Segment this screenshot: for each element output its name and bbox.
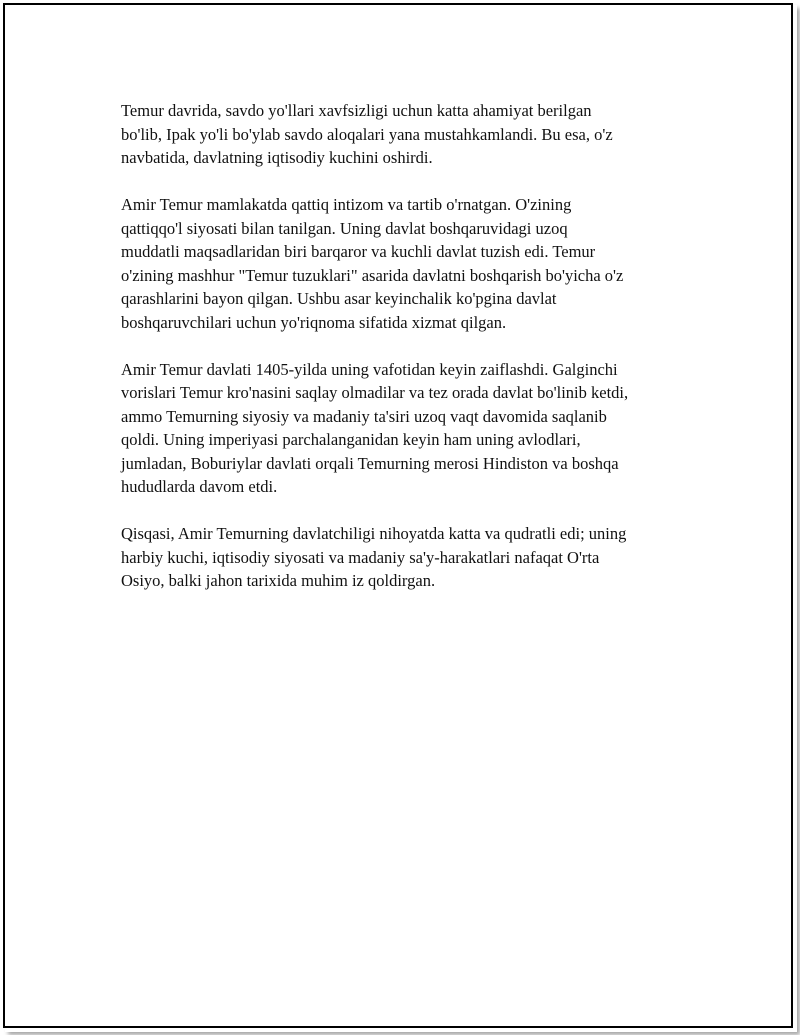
paragraph-discipline: Amir Temur mamlakatda qattiq intizom va tartib o'rnatgan. O'zining qattiqqo'l siyosati bilan tanilgan. Uning davlat boshqaruvidagi uzoq muddatli maqsadlaridan biri barqaror va kuchli davlat tuzish edi. Temur o'zining mashhur "Temur tuzuklari" asarida davlatni boshqarish bo'yicha o'z qarashlarini bayon qilgan. Ushbu asar keyinchalik ko'pgina davlat boshqaruvchilari uchun yo'riqnoma sifatida xizmat qilgan. <box>121 195 624 332</box>
paragraph-trade-routes: Temur davrida, savdo yo'llari xavfsizligi uchun katta ahamiyat berilgan bo'lib, Ipak yo'li bo'ylab savdo aloqalari yana mustahkamlandi. Bu esa, o'z navbatida, davlatning iqtisodiy kuchini oshirdi. <box>121 101 613 167</box>
document-page <box>3 3 793 1028</box>
paragraph-conclusion: Qisqasi, Amir Temurning davlatchiligi nihoyatda katta va qudratli edi; uning harbiy kuchi, iqtisodiy siyosati va madaniy sa'y-harakatlari nafaqat O'rta Osiyo, balki jahon tarixida muhim iz qoldirgan. <box>121 524 627 590</box>
paragraph-decline: Amir Temur davlati 1405-yilda uning vafotidan keyin zaiflashdi. Galginchi vorislari Temur kro'nasini saqlay olmadilar va tez orada davlat bo'linib ketdi, ammo Temurning siyosiy va madaniy ta'siri uzoq vaqt davomida saqlanib qoldi. Uning imperiyasi parchalanganidan keyin ham uning avlodlari, jumladan, Boburiylar davlati orqali Temurning merosi Hindiston va boshqa hududlarda davom etdi. <box>121 359 629 496</box>
document-body <box>121 99 701 616</box>
